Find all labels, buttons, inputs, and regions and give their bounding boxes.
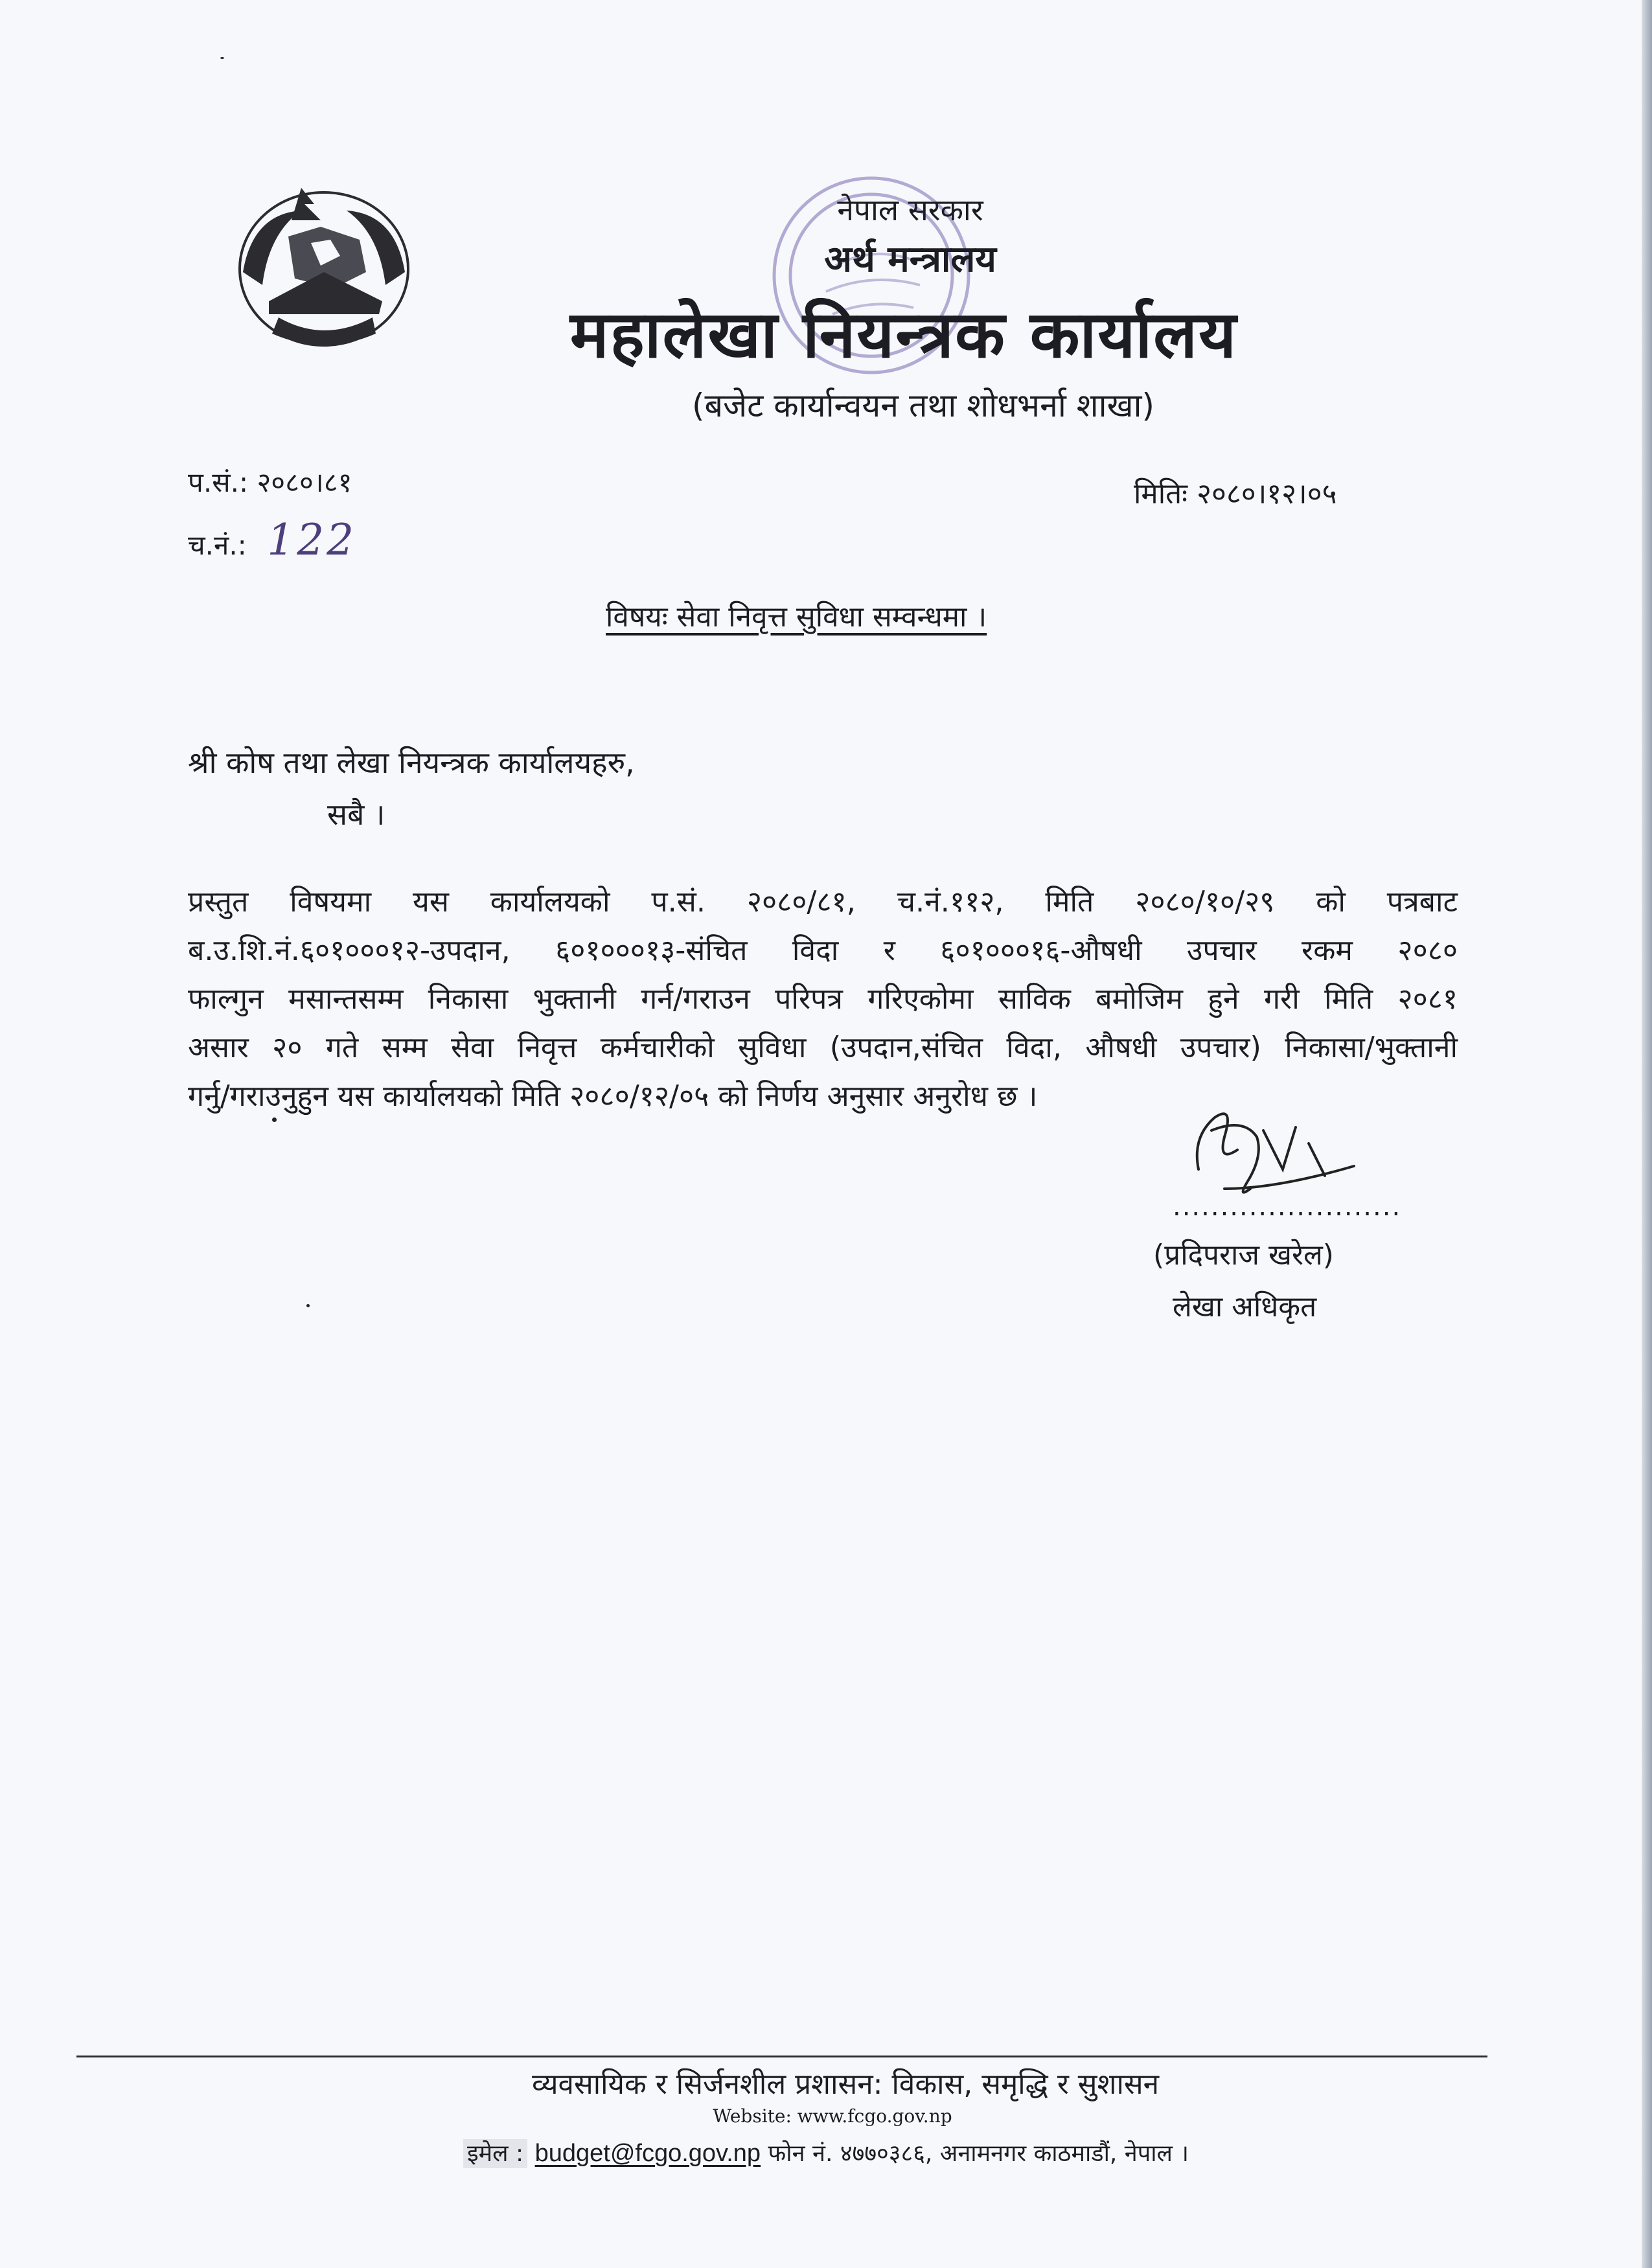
letter-subject: विषयः सेवा निवृत्त सुविधा सम्वन्धमा । <box>606 601 987 634</box>
body-line: प्रस्तुत विषयमा यस कार्यालयको प.सं. २०८०/८१, च.नं.११२, मिति २०८०/१०/२९ को पत्रबाट <box>188 886 1458 919</box>
signatory-name: (प्रदिपराज खरेल) <box>1153 1239 1334 1272</box>
fiscal-year-reference <box>188 463 352 500</box>
dispatch-number <box>188 515 356 565</box>
phone-address: फोन नं. ४७७०३८६, अनामनगर काठमाडौं, नेपाल । <box>768 2140 1189 2167</box>
cn-value-handwritten: 122 <box>267 515 357 565</box>
email-label: इमेल : <box>463 2139 527 2168</box>
signature-line: ........................ <box>1173 1192 1402 1222</box>
scan-speck <box>220 57 224 59</box>
ministry-name: अर्थ मन्त्रालय <box>824 238 996 281</box>
footer-slogan: व्यवसायिक र सिर्जनशील प्रशासन: विकास, समृद्धि र सुशासन <box>531 2068 1160 2101</box>
ps-value: २०८०।८१ <box>257 466 352 498</box>
footer-website: Website: www.fcgo.gov.np <box>713 2105 952 2127</box>
addressee-line-2: सबै । <box>327 797 385 832</box>
email-link[interactable]: budget@fcgo.gov.np <box>534 2140 761 2167</box>
government-name: नेपाल सरकार <box>837 192 983 227</box>
footer-divider <box>76 2056 1487 2057</box>
body-line: फाल्गुन मसान्तसम्म निकासा भुक्तानी गर्न/गराउन परिपत्र गरिएकोमा साविक बमोजिम हुने गरी मिति २०८१ <box>188 983 1458 1016</box>
branch-name: (बजेट कार्यान्वयन तथा शोधभर्ना शाखा) <box>692 387 1154 424</box>
cn-label: च.नं.: <box>188 529 247 561</box>
footer-contact <box>0 2136 1652 2168</box>
office-title: महालेखा नियन्त्रक कार्यालय <box>569 297 1238 372</box>
scan-speck <box>272 1117 277 1122</box>
scan-speck <box>306 1304 310 1307</box>
letter-date <box>1134 473 1337 512</box>
body-line: ब.उ.शि.नं.६०१०००१२-उपदान, ६०१०००१३-संचित विदा र ६०१०००१६-औषधी उपचार रकम २०८० <box>188 934 1458 967</box>
body-line: असार २० गते सम्म सेवा निवृत्त कर्मचारीको सुविधा (उपदान,संचित विदा, औषधी उपचार) निकासा/भुक्तानी <box>188 1031 1458 1064</box>
signatory-title: लेखा अधिकृत <box>1173 1290 1317 1323</box>
addressee-line-1: श्री कोष तथा लेखा नियन्त्रक कार्यालयहरु, <box>188 745 635 780</box>
date-label: मितिः <box>1134 477 1188 510</box>
ps-label: प.सं.: <box>188 466 249 498</box>
body-line: गर्नु/गराउनुहुन यस कार्यालयको मिति २०८०/१२/०५ को निर्णय अनुसार अनुरोध छ । <box>188 1080 1038 1113</box>
date-value: २०८०।१२।०५ <box>1197 477 1337 510</box>
